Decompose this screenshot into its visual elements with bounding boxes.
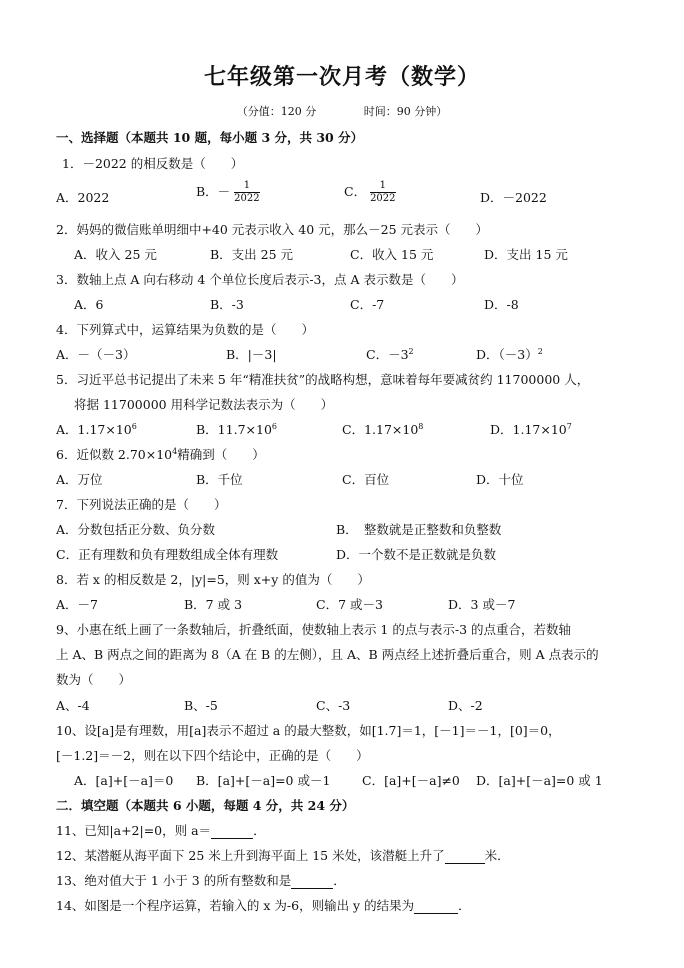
q14-answer-blank[interactable] [414,898,458,914]
q5-option-d-text: D．1.17×10 [490,422,567,437]
q5-option-a-text: A．1.17×10 [56,422,132,437]
q3-option-b: B．-3 [210,297,244,312]
q2-option-a: A．收入 25 元 [74,247,157,262]
q6-stem-exponent: 4 [172,447,178,456]
q1-option-b-denominator: 2022 [234,193,260,204]
q1-option-c-fraction [370,180,395,205]
q5-option-c [342,420,423,438]
q9-option-b: B、-5 [184,698,218,713]
q9-option-a: A、-4 [56,698,90,713]
time-info: 时间：90 分钟） [363,105,448,118]
q10-option-b: B．[a]+[－a]=0 或－1 [196,773,331,788]
q11-text: 11、已知|a+2|=0，则 a＝ [56,823,212,838]
q14-text: 14、如图是一个程序运算，若输入的 x 为-6，则输出 y 的结果为 [56,898,415,913]
q5-option-a [56,420,137,438]
q6-stem-post: 精确到（ ） [177,447,265,462]
q7-option-a: A．分数包括正分数、负分数 [56,522,216,537]
q1-option-b [196,180,260,205]
q12-answer-blank[interactable] [445,848,485,864]
q10-option-a: A．[a]+[－a]＝0 [74,773,174,788]
q5-option-c-exponent: 8 [418,422,424,431]
q9-option-c: C、-3 [316,698,351,713]
q8-option-d: D．3 或－7 [448,597,516,612]
q8-option-b: B．7 或 3 [184,597,243,612]
question-2-stem: 2．妈妈的微信账单明细中+40 元表示收入 40 元，那么－25 元表示（ ） [56,222,489,237]
q5-option-b-exponent: 6 [271,422,277,431]
q4-option-c-text: C．－3 [366,347,409,362]
q13-answer-blank[interactable] [291,873,333,889]
q13-text: 13、绝对值大于 1 小于 3 的所有整数和是 [56,873,292,888]
q5-option-b [196,420,277,438]
q11-answer-blank[interactable] [211,823,253,839]
q5-option-d-exponent: 7 [566,422,572,431]
q7-option-c: C．正有理数和负有理数组成全体有理数 [56,547,279,562]
q4-option-a: A．－（－3） [56,347,136,362]
q2-option-d: D．支出 15 元 [484,247,568,262]
question-5-stem-line1: 5．习近平总书记提出了未来 5 年“精准扶贫”的战略构想，意味着每年要减贫约 11700000 人， [56,372,590,387]
q1-option-b-fraction [234,180,259,205]
score-info: （分值：120 分 [236,105,317,118]
q8-option-a: A．－7 [56,597,98,612]
section-heading-fill: 二．填空题（本题共 6 小题，每题 4 分，共 24 分） [56,798,355,813]
question-9-stem-line1: 9、小惠在纸上画了一条数轴后，折叠纸面，使数轴上表示 1 的点与表示-3 的点重合，若数轴 [56,622,572,637]
q7-option-b: B． 整数就是正整数和负整数 [336,522,502,537]
q4-option-b: B．|－3| [226,347,277,362]
question-11 [56,821,266,839]
q1-option-c-denominator: 2022 [370,193,396,204]
q1-option-c [344,180,396,205]
q6-option-c: C．百位 [342,472,390,487]
q1-option-b-numerator: 1 [243,180,251,191]
q6-option-d: D．十位 [476,472,524,487]
question-4-stem: 4．下列算式中，运算结果为负数的是（ ） [56,322,314,337]
q4-option-d-exponent: 2 [537,347,543,356]
exam-title: 七年级第一次月考（数学） [203,64,480,90]
q8-option-c: C．7 或－3 [316,597,383,612]
exam-meta [0,103,684,119]
question-10-stem-line1: 10、设[a]是有理数，用[a]表示不超过 a 的最大整数，如[1.7]＝1，[－1]＝－1，[0]＝0， [56,723,561,738]
q4-option-c-exponent: 2 [408,347,414,356]
question-10-stem-line2: [－1.2]＝－2，则在以下四个结论中，正确的是（ ） [56,748,369,763]
q1-option-d: D．－2022 [480,190,547,205]
question-9-stem-line2: 上 A、B 两点之间的距离为 8（A 在 B 的左侧），且 A、B 两点经上述折叠后重合，则 A 点表示的 [56,647,599,662]
q6-stem-pre: 6．近似数 2.70×10 [56,447,173,462]
question-8-stem: 8．若 x 的相反数是 2，|y|=5，则 x+y 的值为（ ） [56,572,370,587]
q5-option-d [490,420,572,438]
question-13 [56,871,346,889]
q5-option-b-text: B．11.7×10 [196,422,272,437]
question-3-stem: 3．数轴上点 A 向右移动 4 个单位长度后表示-3，点 A 表示数是（ ） [56,272,464,287]
question-5-stem-line2: 将据 11700000 用科学记数法表示为（ ） [74,397,334,412]
q3-option-d: D．-8 [484,297,519,312]
q1-option-b-prefix: B．－ [196,184,231,199]
q2-option-b: B．支出 25 元 [210,247,294,262]
q12-text: 12、某潜艇从海平面下 25 米上升到海平面上 15 米处，该潜艇上升了 [56,848,445,863]
question-1-stem: 1．－2022 的相反数是（ ） [62,156,244,171]
q2-option-c: C．收入 15 元 [350,247,434,262]
q13-suffix: ． [333,873,346,888]
q14-suffix: ． [458,898,471,913]
question-6-stem [56,445,265,463]
q5-option-a-exponent: 6 [131,422,137,431]
question-7-stem: 7．下列说法正确的是（ ） [56,497,227,512]
question-12 [56,846,510,864]
q12-suffix: 米． [484,848,510,863]
q10-option-c: C．[a]+[－a]≠0 [362,773,460,788]
q4-option-d [476,345,543,363]
q3-option-c: C．-7 [350,297,385,312]
q3-option-a: A．6 [74,297,104,312]
section-heading-choice: 一、选择题（本题共 10 题，每小题 3 分，共 30 分） [56,130,364,145]
q4-option-c [366,345,414,363]
q1-option-c-numerator: 1 [379,180,386,191]
q10-option-d: D．[a]+[－a]=0 或 1 [476,773,603,788]
q1-option-c-prefix: C． [344,184,367,199]
q11-suffix: ． [253,823,266,838]
q7-option-d: D．一个数不是正数就是负数 [336,547,497,562]
q1-option-a: A．2022 [56,190,110,205]
q5-option-c-text: C．1.17×10 [342,422,419,437]
q9-option-d: D、-2 [448,698,483,713]
question-14 [56,896,471,914]
q4-option-d-text: D．（－3） [476,347,538,362]
q6-option-b: B．千位 [196,472,243,487]
question-9-stem-line3: 数为（ ） [56,672,132,687]
q6-option-a: A．万位 [56,472,103,487]
